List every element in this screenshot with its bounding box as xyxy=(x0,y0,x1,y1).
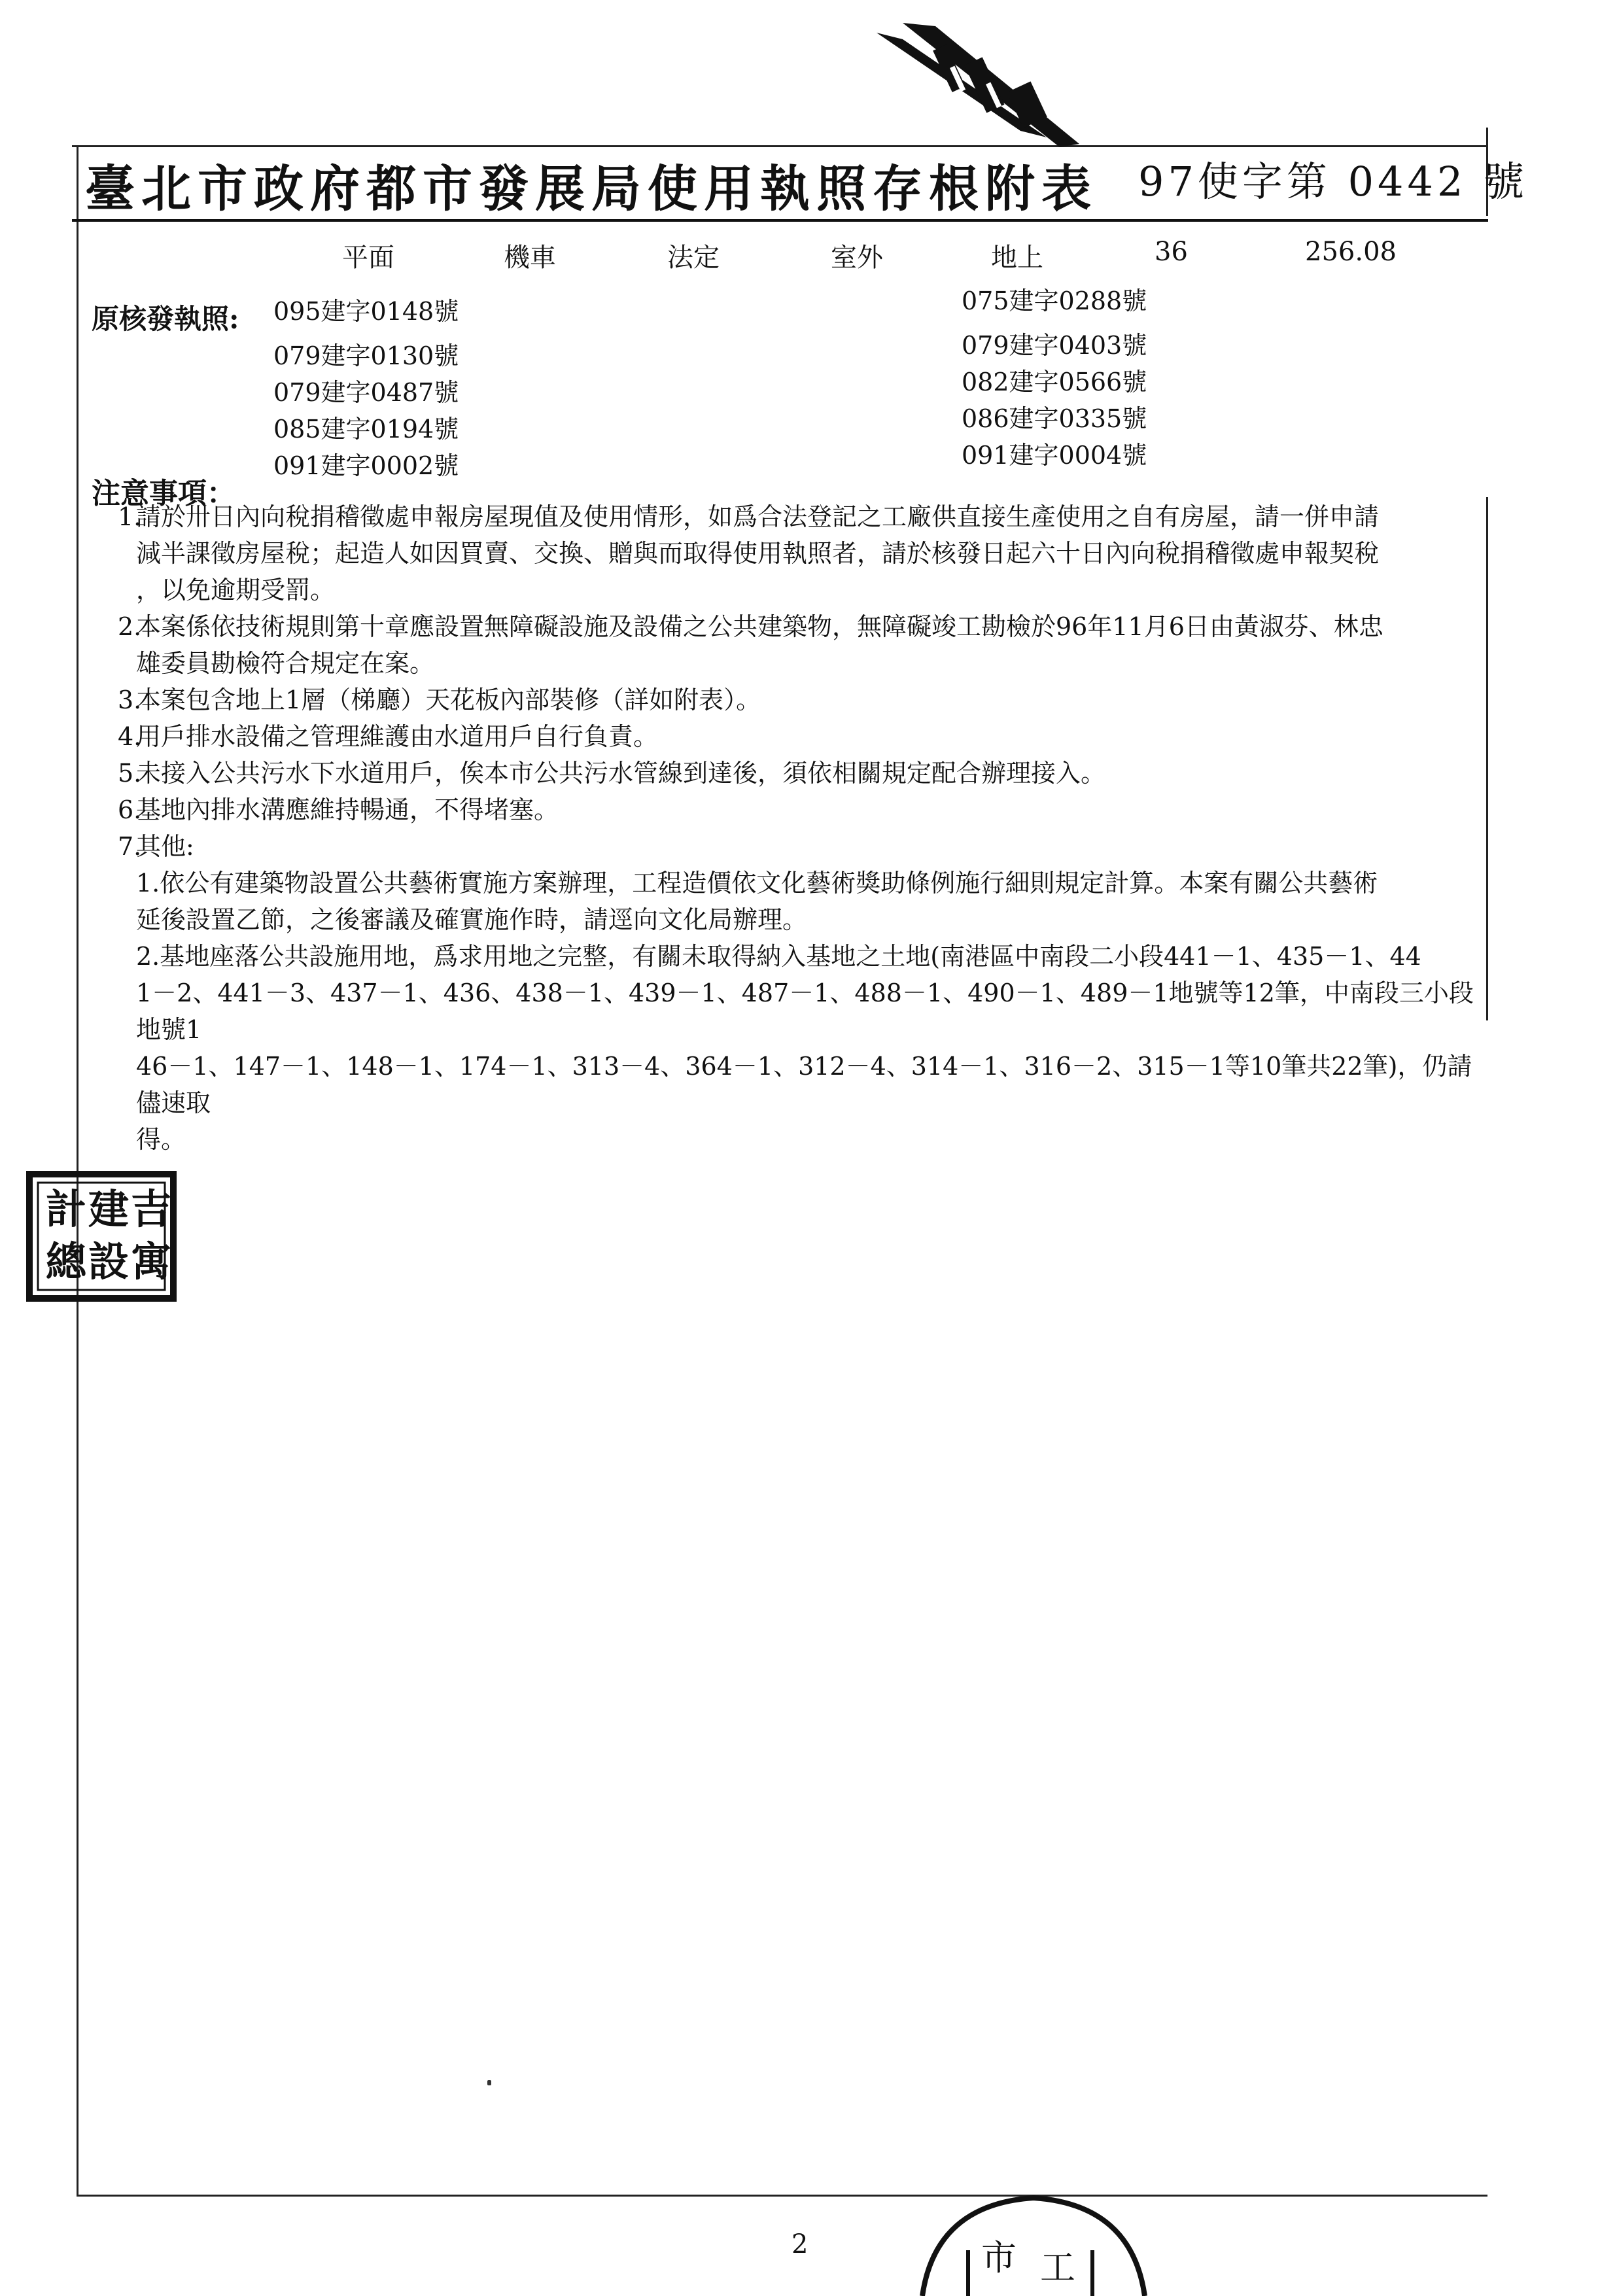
svg-text:總: 總 xyxy=(46,1238,87,1285)
page-number: 2 xyxy=(791,2229,808,2259)
original-permits-label: 原核發執照: xyxy=(92,303,239,335)
note-item xyxy=(118,682,1491,718)
left-seal-stamp xyxy=(26,1171,177,1302)
header-cell: 機車 xyxy=(504,243,556,273)
header-cell: 256.08 xyxy=(1305,237,1397,267)
top-rule xyxy=(72,145,1488,147)
svg-text:設: 設 xyxy=(88,1238,130,1285)
svg-text:工: 工 xyxy=(1040,2247,1075,2288)
header-cell: 36 xyxy=(1155,237,1188,267)
note-text: 本案包含地上1層（梯廳）天花板內部裝修（詳如附表）。 xyxy=(136,686,761,714)
bottom-border xyxy=(77,2195,1487,2197)
note-number: 7. xyxy=(118,832,142,861)
header-cell: 地上 xyxy=(991,243,1043,273)
header-cell: 室外 xyxy=(831,243,883,273)
header-cell: 法定 xyxy=(667,243,720,273)
note-item xyxy=(118,755,1491,791)
permit-item: 082建字0566號 xyxy=(962,368,1147,396)
permit-item: 079建字0130號 xyxy=(273,341,459,370)
note-text: 本案係依技術規則第十章應設置無障礙設施及設備之公共建築物，無障礙竣工勘檢於96年11月6日由黃淑芬、林忠 雄委員勘檢符合規定在案。 xyxy=(136,612,1383,678)
note-text: 未接入公共污水下水道用戶，俟本市公共污水管線到達後，須依相關規定配合辦理接入。 xyxy=(136,759,1106,788)
permit-item: 091建字0002號 xyxy=(273,451,459,480)
note-number: 4. xyxy=(118,722,142,751)
note-text: 其他: xyxy=(136,832,194,861)
note-item xyxy=(118,608,1491,682)
note-item xyxy=(118,828,1491,865)
permit-item: 086建字0335號 xyxy=(962,404,1147,433)
note-number: 5. xyxy=(118,759,142,788)
permit-item: 079建字0403號 xyxy=(962,331,1147,360)
document-title: 臺北市政府都市發展局使用執照存根附表 xyxy=(85,160,1098,218)
note-item xyxy=(118,791,1491,828)
note-number: 3. xyxy=(118,686,142,714)
notes-list xyxy=(118,498,1491,1158)
note-item xyxy=(118,498,1491,608)
notes-title: 注意事項： xyxy=(92,477,235,510)
svg-text:吉: 吉 xyxy=(131,1185,172,1233)
top-seal-stamp xyxy=(863,20,1092,150)
permit-number: 97使字第 0442 號 xyxy=(1138,158,1529,205)
note-text: 請於卅日內向稅捐稽徵處申報房屋現值及使用情形，如爲合法登記之工廠供直接生產使用之自有房屋，請一併申請 減半課徵房屋稅；起造人如因買賣、交換、贈與而取得使用執照者，請於核發日起六十日內向稅捐稽徵處申報契稅 ，以免逾期受罰。 xyxy=(136,502,1380,604)
permit-list-right xyxy=(962,283,1147,474)
bottom-seal-stamp xyxy=(909,2191,1158,2296)
note-item xyxy=(118,718,1491,755)
note-text: 用戶排水設備之管理維護由水道用戶自行負責。 xyxy=(136,722,659,751)
permit-list-left xyxy=(273,293,459,484)
header-cell: 平面 xyxy=(342,243,394,273)
permit-item: 085建字0194號 xyxy=(273,415,459,444)
permit-item: 091建字0004號 xyxy=(962,441,1147,470)
svg-text:市: 市 xyxy=(981,2237,1017,2278)
sub-note: 1.依公有建築物設置公共藝術實施方案辦理，工程造價依文化藝術獎助條例施行細則規定計算。本案有關公共藝術 延後設置乙節，之後審議及確實施作時，請逕向文化局辦理。 xyxy=(136,869,1378,934)
note-number: 1. xyxy=(118,502,142,531)
note-number: 6. xyxy=(118,795,142,824)
sub-note: 2.基地座落公共設施用地，爲求用地之完整，有關未取得納入基地之土地(南港區中南段二小段441－1、435－1、44 1－2、441－3、437－1、436、438－1、439－1、487－1、488－1、490－1、489－1地號等12筆，中南段三小段地號1 46－1、147－1、148－1、174－1、313－4、364－1、312－4、314－1、316－2、315－1等10筆共22筆)，仍請儘速取 得。 xyxy=(136,942,1474,1154)
note-number: 2. xyxy=(118,612,142,641)
header-row xyxy=(0,237,1617,276)
note-text: 基地內排水溝應維持暢通，不得堵塞。 xyxy=(136,795,559,824)
permit-item: 075建字0288號 xyxy=(962,287,1147,315)
permit-item: 095建字0148號 xyxy=(273,297,459,326)
permit-item: 079建字0487號 xyxy=(273,378,459,407)
svg-text:寓: 寓 xyxy=(131,1238,172,1285)
svg-text:建: 建 xyxy=(88,1185,130,1233)
title-rule xyxy=(72,219,1488,222)
scan-speck xyxy=(487,2080,491,2085)
svg-text:計: 計 xyxy=(46,1185,87,1233)
